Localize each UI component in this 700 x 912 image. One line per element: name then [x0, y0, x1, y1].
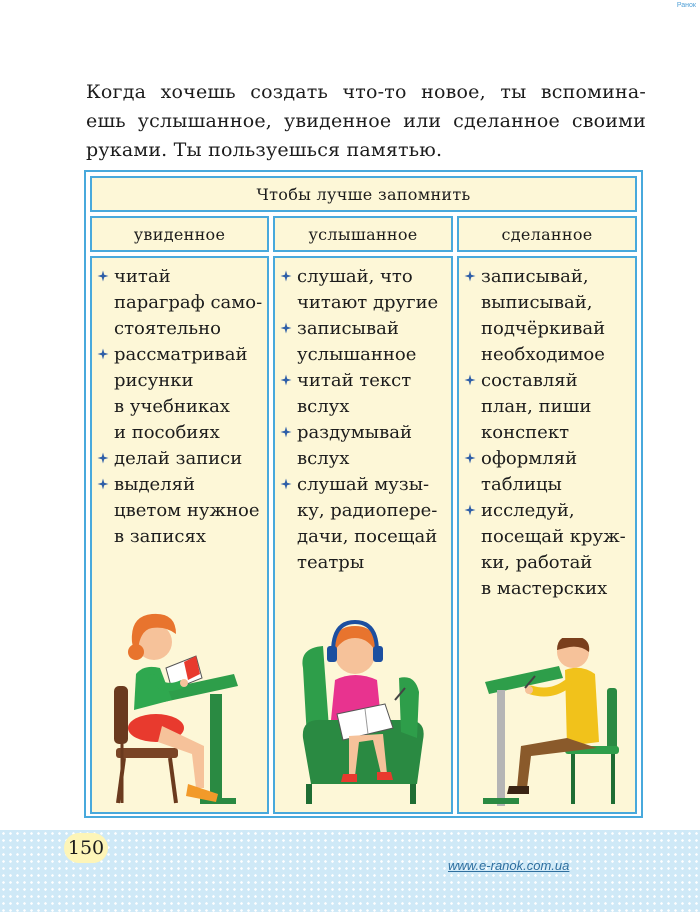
- publisher-logo: Ранок: [676, 2, 696, 9]
- list-item-text: записывай, выписывай, подчёркивай необходимое: [481, 266, 606, 365]
- list-item: [279, 472, 449, 576]
- publisher-site-link[interactable]: www.e-ranok.com.ua: [448, 858, 570, 873]
- tips-list: [279, 264, 449, 576]
- intro-paragraph: [86, 78, 646, 165]
- bullet-diamond-icon: [97, 270, 109, 282]
- list-item: [463, 498, 633, 602]
- list-item: [96, 446, 265, 472]
- list-item: [96, 342, 265, 446]
- boy-writing-icon: [469, 638, 631, 808]
- tips-list: [96, 264, 265, 550]
- page-number: 150: [64, 833, 108, 863]
- bullet-diamond-icon: [280, 322, 292, 334]
- list-item-text: делай записи: [114, 448, 243, 469]
- intro-line: Когда хочешь создать что-то новое, ты вспомина-: [86, 81, 646, 103]
- list-item: [279, 420, 449, 472]
- column-done: [457, 256, 637, 814]
- bullet-diamond-icon: [464, 504, 476, 516]
- list-item-text: оформляй таблицы: [481, 448, 578, 495]
- bullet-diamond-icon: [97, 478, 109, 490]
- memory-table: [84, 170, 643, 818]
- list-item-text: записывай услышанное: [297, 318, 417, 365]
- list-item-text: раздумывай вслух: [297, 422, 412, 469]
- column-seen: [90, 256, 269, 814]
- column-heard: [273, 256, 453, 814]
- column-title-done: сделанное: [457, 216, 637, 252]
- list-item-text: читай параграф само- стоятельно: [114, 266, 263, 339]
- bullet-diamond-icon: [97, 348, 109, 360]
- intro-line: руками. Ты пользуешься памятью.: [86, 139, 443, 161]
- list-item-text: выделяй цветом нужное в записях: [114, 474, 260, 547]
- tips-list: [463, 264, 633, 602]
- list-item-text: слушай музы- ку, радиопере- дачи, посещай театры: [297, 474, 438, 573]
- list-item-text: составляй план, пиши конспект: [481, 370, 592, 443]
- bullet-diamond-icon: [280, 374, 292, 386]
- bullet-diamond-icon: [464, 374, 476, 386]
- column-title-heard: услышанное: [273, 216, 453, 252]
- list-item: [279, 264, 449, 316]
- list-item-text: исследуй, посещай круж- ки, работай в мастерских: [481, 500, 626, 599]
- list-item: [96, 264, 265, 342]
- list-item-text: слушай, что читают другие: [297, 266, 439, 313]
- list-item: [463, 264, 633, 368]
- list-item: [279, 368, 449, 420]
- list-item: [279, 316, 449, 368]
- bullet-diamond-icon: [464, 270, 476, 282]
- list-item-text: рассматривай рисунки в учебниках и пособиях: [114, 344, 248, 443]
- list-item-text: читай текст вслух: [297, 370, 412, 417]
- intro-line: ешь услышанное, увиденное или сделанное своими: [86, 110, 646, 132]
- list-item: [463, 368, 633, 446]
- bullet-diamond-icon: [280, 478, 292, 490]
- list-item: [96, 472, 265, 550]
- bullet-diamond-icon: [97, 452, 109, 464]
- bullet-diamond-icon: [280, 270, 292, 282]
- table-heading: Чтобы лучше запомнить: [90, 176, 637, 212]
- list-item: [463, 446, 633, 498]
- bullet-diamond-icon: [464, 452, 476, 464]
- column-title-seen: увиденное: [90, 216, 269, 252]
- girl-reading-icon: [100, 598, 262, 808]
- bullet-diamond-icon: [280, 426, 292, 438]
- girl-headphones-icon: [289, 608, 439, 808]
